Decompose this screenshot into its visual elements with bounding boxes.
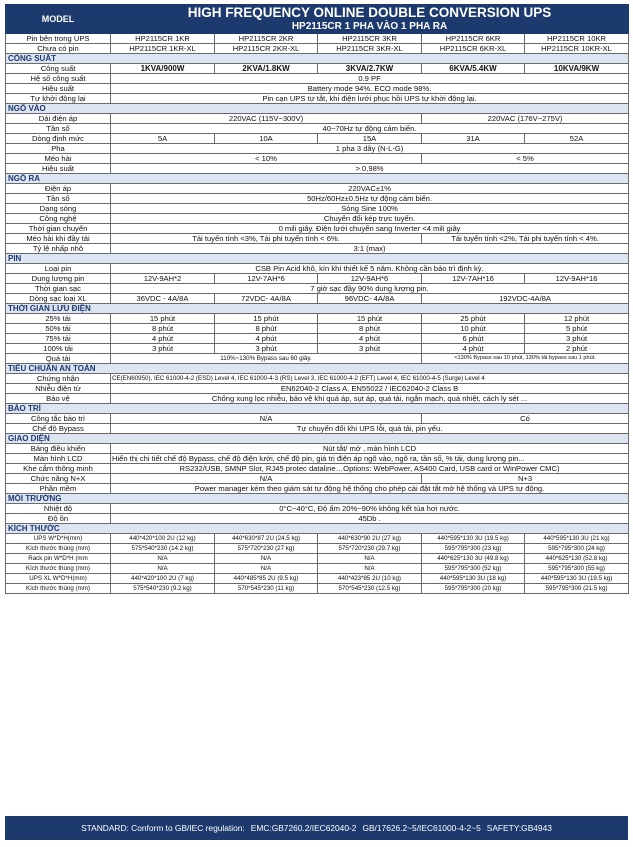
spec-value: Nút tắt/ mở , màn hình LCD: [111, 444, 629, 454]
row-label: Pha: [6, 144, 111, 154]
model-cell: HP2115CR 10KR-XL: [525, 44, 629, 54]
spec-value: 3 phút: [525, 334, 629, 344]
spec-value: 5 phút: [525, 324, 629, 334]
row-label: Hiệu suất: [6, 164, 111, 174]
model-cell: HP2115CR 3KR-XL: [318, 44, 422, 54]
spec-value: 110%~130% Bypass sau 60 giây.: [111, 354, 422, 364]
row-label: Méo hài: [6, 154, 111, 164]
spec-value: 2 phút: [525, 344, 629, 354]
spec-row: [6, 144, 629, 154]
spec-value: 220VAC±1%: [111, 184, 629, 194]
row-label: Tần số: [6, 124, 111, 134]
spec-value: Có: [422, 414, 629, 424]
row-label: Loại pin: [6, 264, 111, 274]
spec-value: 440*595*130 3U (21 kg): [525, 534, 629, 544]
spec-row: [6, 374, 629, 384]
row-label: Dải điện áp: [6, 114, 111, 124]
spec-row: [6, 444, 629, 454]
runtime-row: [6, 324, 629, 334]
spec-row: [6, 284, 629, 294]
row-label: Nhiễu điện từ: [6, 384, 111, 394]
spec-value: 440*595*130 3U (18 kg): [422, 574, 525, 584]
section-title: BẢO TRÌ: [6, 404, 629, 414]
spec-value: 575*720*230 (29.7 kg): [318, 544, 422, 554]
footer-gb: GB/17626.2~5/IEC61000-4-2~5: [362, 823, 481, 833]
spec-value: 220VAC (176V~275V): [422, 114, 629, 124]
model-label: MODEL: [6, 5, 111, 34]
spec-value: 440*485*85 2U (9.5 kg): [215, 574, 318, 584]
page-title: HIGH FREQUENCY ONLINE DOUBLE CONVERSION UPS: [187, 5, 552, 20]
spec-value: N/A: [215, 564, 318, 574]
section-header: [6, 304, 629, 314]
row-label: Chứng nhận: [6, 374, 111, 384]
section-header: [6, 364, 629, 374]
dimension-row: [6, 564, 629, 574]
row-label: Pin bên trong UPS: [6, 34, 111, 44]
spec-value: 15 phút: [111, 314, 215, 324]
row-label: Tần số: [6, 194, 111, 204]
section-header: [6, 404, 629, 414]
row-label: Chưa có pin: [6, 44, 111, 54]
spec-value: 3 phút: [111, 344, 215, 354]
model-cell: HP2115CR 3KR: [318, 34, 422, 44]
spec-value: 3 phút: [215, 344, 318, 354]
dimension-row: [6, 554, 629, 564]
spec-value: 15 phút: [215, 314, 318, 324]
spec-row: [6, 164, 629, 174]
spec-row: [6, 474, 629, 484]
spec-value: N/A: [318, 554, 422, 564]
model-cell: HP2115CR 10KR: [525, 34, 629, 44]
spec-value: 4 phút: [215, 334, 318, 344]
spec-value: 10 phút: [422, 324, 525, 334]
spec-value: 12 phút: [525, 314, 629, 324]
spec-row: [6, 224, 629, 234]
spec-value: Sóng Sine 100%: [111, 204, 629, 214]
spec-row: [6, 394, 629, 404]
spec-value: < 10%: [111, 154, 422, 164]
spec-row: [6, 84, 629, 94]
spec-row: [6, 74, 629, 84]
row-label: Khe cắm thông minh: [6, 464, 111, 474]
row-label: Thời gian chuyển: [6, 224, 111, 234]
spec-value: 575*720*230 (27 kg): [215, 544, 318, 554]
spec-value: 595*795*300 (52 kg): [422, 564, 525, 574]
row-label: Rack pin W*D*H (mm: [6, 554, 111, 564]
spec-row: [6, 454, 629, 464]
spec-value: Chống xung lọc nhiễu, bảo vệ khi quá áp, sụt áp, quá tải, ngắn mạch, quá nhiệt, cách ly sét ...: [111, 394, 629, 404]
spec-value: 72VDC- 4A/8A: [215, 294, 318, 304]
section-header: [6, 524, 629, 534]
section-title: TIÊU CHUẨN AN TOÀN: [6, 364, 629, 374]
section-title: NGÕ VÀO: [6, 104, 629, 114]
spec-row: [6, 504, 629, 514]
spec-value: 36VDC - 4A/8A: [111, 294, 215, 304]
section-title: KÍCH THƯỚC: [6, 524, 629, 534]
spec-value: Tải tuyến tính <2%, Tải phi tuyến tính < 4%.: [422, 234, 629, 244]
spec-value: N/A: [111, 554, 215, 564]
spec-value: 570*545*230 (12.5 kg): [318, 584, 422, 594]
spec-value: 440*420*100 2U (7 kg): [111, 574, 215, 584]
spec-value: 440*595*130 3U (19.5 kg): [525, 574, 629, 584]
row-label: Kích thước thùng (mm): [6, 584, 111, 594]
dimension-row: [6, 544, 629, 554]
section-title: NGÕ RA: [6, 174, 629, 184]
spec-value: Chuyển đổi kép trực tuyến.: [111, 214, 629, 224]
footer-safety: SAFETY:GB4943: [486, 823, 552, 833]
spec-value: 12V-9AH*2: [111, 274, 215, 284]
section-header: [6, 104, 629, 114]
section-title: GIAO DIỆN: [6, 434, 629, 444]
spec-value: 8 phút: [215, 324, 318, 334]
spec-row: [6, 204, 629, 214]
spec-value: 52A: [525, 134, 629, 144]
spec-row: [6, 414, 629, 424]
section-title: PIN: [6, 254, 629, 264]
spec-row: [6, 264, 629, 274]
spec-value: 2KVA/1.8KW: [215, 64, 318, 74]
spec-value: 4 phút: [318, 334, 422, 344]
spec-value: 4 phút: [111, 334, 215, 344]
spec-value: 440*595*130 3U (19.5 kg): [422, 534, 525, 544]
spec-table: [5, 4, 629, 594]
header-row: [6, 5, 629, 34]
spec-value: 575*540*230 (14.2 kg): [111, 544, 215, 554]
model-row: [6, 34, 629, 44]
spec-value: 595*795*300 (21.5 kg): [525, 584, 629, 594]
section-header: [6, 434, 629, 444]
spec-row: [6, 234, 629, 244]
section-header: [6, 54, 629, 64]
spec-value: 570*545*230 (11 kg): [215, 584, 318, 594]
spec-row: [6, 514, 629, 524]
row-label: Hiệu suất: [6, 84, 111, 94]
spec-value: 10KVA/9KW: [525, 64, 629, 74]
spec-value: 12V-9AH*16: [525, 274, 629, 284]
spec-value: 1KVA/900W: [111, 64, 215, 74]
row-label: Tỷ lệ nhấp nhô: [6, 244, 111, 254]
spec-row: [6, 94, 629, 104]
footer-emc: EMC:GB7260.2/IEC62040-2: [250, 823, 357, 833]
spec-value: 3:1 (max): [111, 244, 629, 254]
row-label: Dạng sóng: [6, 204, 111, 214]
standards-footer: [5, 816, 628, 840]
spec-value: CSB Pin Acid khô, kín khí thiết kế 5 năm. Không cần bảo trì định kỳ.: [111, 264, 629, 274]
footer-standard: STANDARD: Conform to GB/IEC regulation:: [81, 823, 245, 833]
spec-value: 192VDC-4A/8A: [422, 294, 629, 304]
spec-value: 96VDC- 4A/8A: [318, 294, 422, 304]
dimension-row: [6, 584, 629, 594]
spec-sheet: [5, 4, 628, 594]
spec-value: 7 giờ sạc đầy 90% dung lượng pin.: [111, 284, 629, 294]
section-header: [6, 174, 629, 184]
spec-value: 1 pha 3 dây (N-L-G): [111, 144, 629, 154]
spec-value: 595*795*300 (20 kg): [422, 584, 525, 594]
spec-value: 440*630*87 2U (24.5 kg): [215, 534, 318, 544]
row-label: Bảo vệ: [6, 394, 111, 404]
spec-value: 595*795*300 (55 kg): [525, 564, 629, 574]
runtime-row: [6, 314, 629, 324]
spec-value: 10A: [215, 134, 318, 144]
spec-value: 220VAC (115V~300V): [111, 114, 422, 124]
page-subtitle: HP2115CR 1 PHA VÀO 1 PHA RA: [291, 21, 448, 32]
row-label: Màn hình LCD: [6, 454, 111, 464]
row-label: Phần mềm: [6, 484, 111, 494]
row-label: Dòng sạc loại XL: [6, 294, 111, 304]
spec-value: 440*420*100 2U (12 kg): [111, 534, 215, 544]
spec-row: [6, 294, 629, 304]
spec-value: Hiển thị chi tiết chế độ Bypass, chế độ điện lưới, chế độ pin, giá trị điện áp ngõ vào, ngõ ra, tần số, % tải, dung lượng pin...: [111, 454, 629, 464]
spec-row: [6, 354, 629, 364]
row-label: Dòng định mức: [6, 134, 111, 144]
row-label: Công tắc bảo trì: [6, 414, 111, 424]
row-label: Độ ồn: [6, 514, 111, 524]
spec-value: 0.9 PF: [111, 74, 629, 84]
row-label: Méo hài khi đầy tải: [6, 234, 111, 244]
spec-value: 12V-7AH*16: [422, 274, 525, 284]
spec-value: CE(EN60950), IEC 61000-4-2 (ESD) Level 4, IEC 61000-4-3 (RS) Level 3, IEC 61000-4-2 (EFT) Level 4, IEC 61000-4-5 (Surge) Level 4: [111, 374, 629, 384]
spec-row: [6, 154, 629, 164]
spec-value: Power manager kèm theo giám sát tự động hệ thống cho phép cài đặt tắt mở hệ thống và UPS tự động.: [111, 484, 629, 494]
row-label: Điện áp: [6, 184, 111, 194]
spec-row: [6, 484, 629, 494]
row-label: Chế độ Bypass: [6, 424, 111, 434]
spec-value: 440*625*130 3U (49.8 kg): [422, 554, 525, 564]
dimension-row: [6, 534, 629, 544]
spec-value: > 0,98%: [111, 164, 629, 174]
section-title: CÔNG SUẤT: [6, 54, 629, 64]
runtime-row: [6, 334, 629, 344]
row-label: 100% tải: [6, 344, 111, 354]
spec-value: 440*625*130 (52.8 kg): [525, 554, 629, 564]
spec-value: 575*540*230 (9.2 kg): [111, 584, 215, 594]
spec-value: N/A: [111, 564, 215, 574]
spec-value: 0°C~40°C, Độ ẩm 20%~90% không kết tủa hơi nước.: [111, 504, 629, 514]
row-label: Công suất: [6, 64, 111, 74]
spec-value: 12V-9AH*6: [318, 274, 422, 284]
spec-row: [6, 464, 629, 474]
spec-value: 8 phút: [111, 324, 215, 334]
spec-value: Tải tuyến tính <3%, Tải phi tuyến tính < 6%.: [111, 234, 422, 244]
spec-value: N/A: [215, 554, 318, 564]
spec-value: 31A: [422, 134, 525, 144]
model-xl-row: [6, 44, 629, 54]
row-label: 50% tải: [6, 324, 111, 334]
section-title: MÔI TRƯỜNG: [6, 494, 629, 504]
runtime-row: [6, 344, 629, 354]
spec-value: 440*423*85 2U (10 kg): [318, 574, 422, 584]
spec-value: 45Db .: [111, 514, 629, 524]
model-cell: HP2115CR 6KR-XL: [422, 44, 525, 54]
spec-value: 440*630*90 2U (27 kg): [318, 534, 422, 544]
row-label: Bảng điều khiển: [6, 444, 111, 454]
section-title: THỜI GIAN LƯU ĐIỆN: [6, 304, 629, 314]
spec-row: [6, 64, 629, 74]
spec-value: 12V-7AH*6: [215, 274, 318, 284]
row-label: Dung lượng pin: [6, 274, 111, 284]
spec-value: N/A: [111, 474, 422, 484]
row-label: UPS W*D*H(mm): [6, 534, 111, 544]
spec-value: 595*795*300 (23 kg): [422, 544, 525, 554]
spec-value: EN62040-2 Class A, EN55022 / IEC62040-2 Class B: [111, 384, 629, 394]
spec-value: 8 phút: [318, 324, 422, 334]
spec-row: [6, 194, 629, 204]
spec-row: [6, 114, 629, 124]
spec-value: 6 phút: [422, 334, 525, 344]
spec-value: < 5%: [422, 154, 629, 164]
row-label: Tự khởi động lại: [6, 94, 111, 104]
spec-value: N/A: [318, 564, 422, 574]
spec-value: 50Hz/60Hz±0.5Hz tự động cảm biến.: [111, 194, 629, 204]
row-label: Nhiệt độ: [6, 504, 111, 514]
spec-row: [6, 424, 629, 434]
row-label: 25% tải: [6, 314, 111, 324]
spec-value: 6KVA/5.4KW: [422, 64, 525, 74]
row-label: Thời gian sạc: [6, 284, 111, 294]
spec-row: [6, 184, 629, 194]
row-label: UPS XL W*D*H(mm): [6, 574, 111, 584]
model-cell: HP2115CR 1KR: [111, 34, 215, 44]
spec-value: 595*795*300 (24 kg): [525, 544, 629, 554]
spec-value: N+3: [422, 474, 629, 484]
spec-row: [6, 384, 629, 394]
model-cell: HP2115CR 2KR: [215, 34, 318, 44]
spec-row: [6, 124, 629, 134]
spec-value: 40~70Hz tự động cảm biến.: [111, 124, 629, 134]
spec-value: N/A: [111, 414, 422, 424]
row-label: Kích thước thùng (mm): [6, 564, 111, 574]
spec-value: <130% Bypass sau 10 phút, 130% tải bypass sau 1 phút.: [422, 354, 629, 364]
spec-row: [6, 214, 629, 224]
row-label: Quá tải: [6, 354, 111, 364]
row-label: Kích thước thùng (mm): [6, 544, 111, 554]
model-cell: HP2115CR 1KR-XL: [111, 44, 215, 54]
title-cell: [111, 5, 629, 34]
spec-value: RS232/USB, SMNP Slot, RJ45 protec dataline…Options: WebPower, AS400 Card, USB card or WinPower CMC): [111, 464, 629, 474]
row-label: 75% tải: [6, 334, 111, 344]
spec-value: Battery mode 94%. ECO mode 98%.: [111, 84, 629, 94]
row-label: Hệ số công suất: [6, 74, 111, 84]
spec-value: 0 mili giây. Điện lưới chuyển sang Inverter <4 mili giây: [111, 224, 629, 234]
spec-row: [6, 244, 629, 254]
spec-value: 3 phút: [318, 344, 422, 354]
spec-row: [6, 274, 629, 284]
dimension-row: [6, 574, 629, 584]
row-label: Chức năng N+X: [6, 474, 111, 484]
spec-value: 15 phút: [318, 314, 422, 324]
spec-value: Tự chuyển đổi khi UPS lỗi, quá tải, pin yếu.: [111, 424, 629, 434]
model-cell: HP2115CR 2KR-XL: [215, 44, 318, 54]
section-header: [6, 254, 629, 264]
spec-row: [6, 134, 629, 144]
spec-value: 4 phút: [422, 344, 525, 354]
spec-value: 5A: [111, 134, 215, 144]
row-label: Công nghệ: [6, 214, 111, 224]
spec-value: Pin cạn UPS tự tắt, khi điện lưới phục hồi UPS tự khởi động lại.: [111, 94, 629, 104]
section-header: [6, 494, 629, 504]
spec-value: 15A: [318, 134, 422, 144]
spec-value: 3KVA/2.7KW: [318, 64, 422, 74]
model-cell: HP2115CR 6KR: [422, 34, 525, 44]
spec-value: 25 phút: [422, 314, 525, 324]
